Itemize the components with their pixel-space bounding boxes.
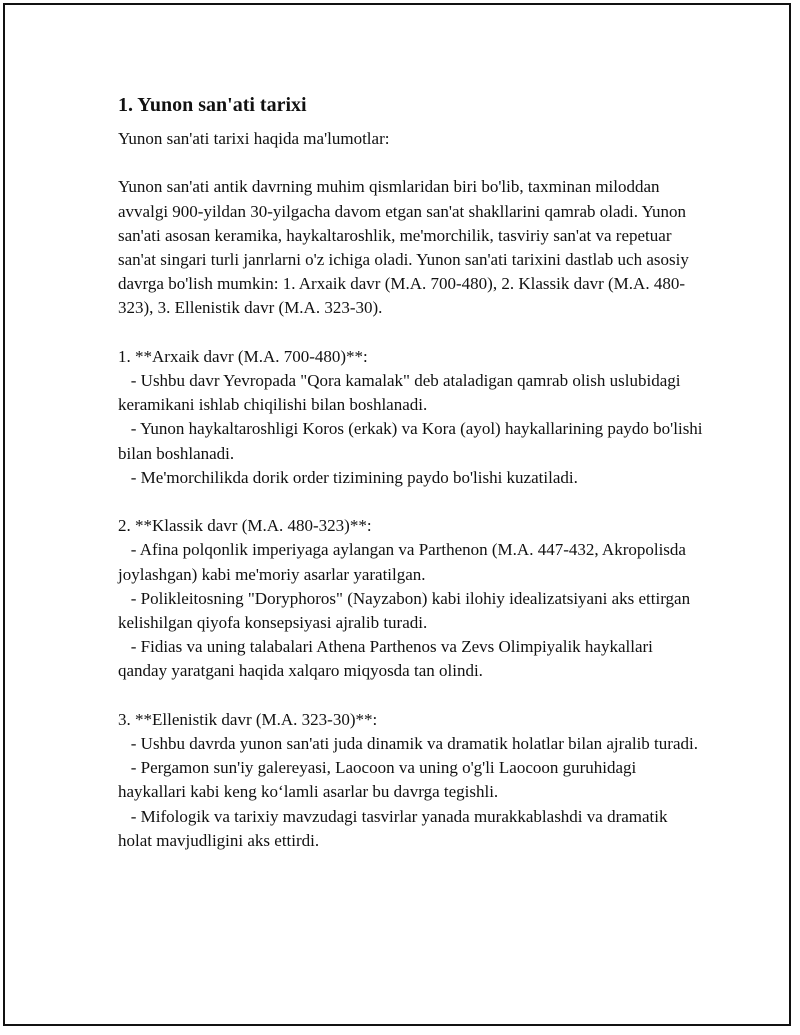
list-item: - Mifologik va tarixiy mavzudagi tasvirlar yanada murakkablashdi va dramatik holat mavjudligini aks ettirdi.	[118, 806, 672, 850]
document-body	[118, 92, 707, 853]
document-title: 1. Yunon san'ati tarixi	[118, 94, 307, 116]
section-hellenistic	[118, 708, 703, 853]
list-item: - Poliklеitosning "Doryphoros" (Nayzabon) kabi ilohiy idealizatsiyani aks ettirgan kelishilgan qiyofa konsepsiyasi ajralib turadi.	[118, 588, 695, 633]
spacer	[118, 684, 703, 708]
list-item: - Afina polqonlik imperiyaga aylangan va Parthenon (M.A. 447-432, Akropolisda joylashgan) kabi me'moriy asarlar yaratilgan.	[118, 540, 691, 584]
list-item: - Ushbu davr Yevropada "Qora kamalak" deb ataladigan qamrab olish uslubidagi keramikani ishlab chiqilishi bilan boshlanadi.	[118, 371, 685, 415]
list-item: - Ushbu davrda yunon san'ati juda dinamik va dramatik holatlar bilan ajralib turadi.	[118, 734, 698, 754]
list-item: - Yunon haykaltaroshligi Koros (erkak) va Kora (ayol) haykallarining paydo bo'lishi bilan boshlanadi.	[118, 419, 707, 463]
section-classical	[118, 514, 703, 683]
list-item: - Pergamon sun'iy galereyasi, Laocoon va uning o'g'li Laocoon guruhidagi haykallari kabi keng ko‘lamli asarlar bu davrga tegishli.	[118, 758, 641, 802]
section-heading: 2. **Klassik davr (M.A. 480-323)**:	[118, 516, 372, 536]
spacer	[118, 151, 703, 175]
section-heading: 1. **Arxaik davr (M.A. 700-480)**:	[118, 346, 368, 366]
section-archaic	[118, 345, 707, 490]
list-item: - Me'morchilikda dorik order tizimining paydo bo'lishi kuzatiladi.	[118, 467, 578, 487]
section-heading: 3. **Ellenistik davr (M.A. 323-30)**:	[118, 709, 378, 729]
spacer	[118, 490, 703, 514]
spacer	[118, 321, 703, 345]
intro-text: Yunon san'ati tarixi haqida ma'lumotlar:	[118, 129, 390, 148]
overview-paragraph: Yunon san'ati antik davrning muhim qismlaridan biri bo'lib, taxminan miloddan avvalgi 900-yildan 30-yilgacha davom etgan san'at shakllarini qamrab oladi. Yunon san'ati asosan keramika, haykaltaroshlik, me'morchilik, tasviriy san'at va repetuar san'at singari turli janrlarni o'z ichiga oladi. Yunon san'ati tarixini dastlab uch asosiy davrga bo'lish mumkin: 1. Arxaik davr (M.A. 700-480), 2. Klassik davr (M.A. 480-323), 3. Ellenistik davr (M.A. 323-30).	[118, 177, 694, 318]
list-item: - Fidias va uning talabalari Athena Parthenos va Zevs Olimpiyalik haykallari qanday yaratgani haqida xalqaro miqyosda tan olindi.	[118, 637, 658, 681]
